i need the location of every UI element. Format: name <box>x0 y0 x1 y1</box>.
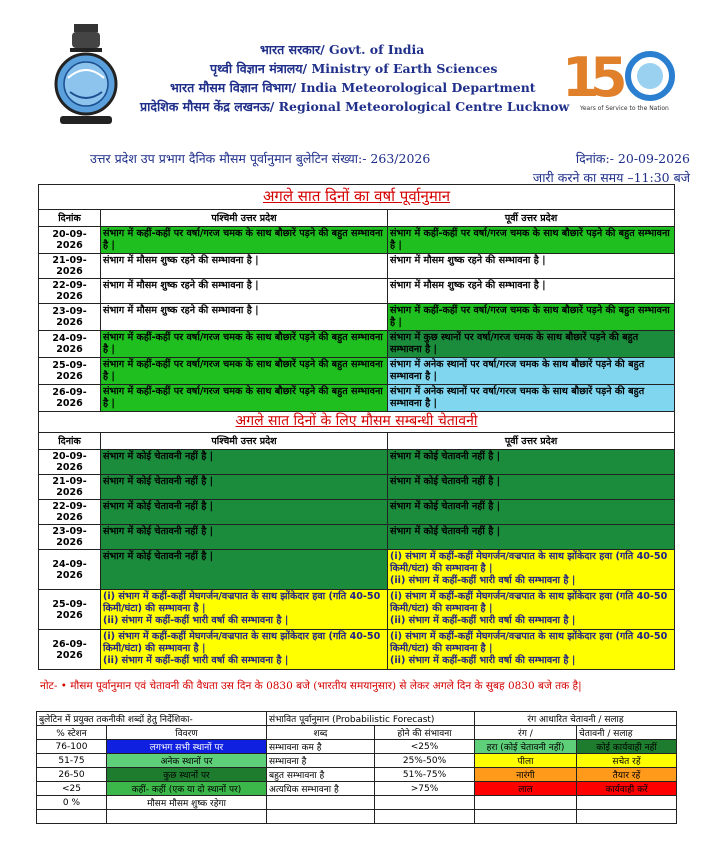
rain-forecast-row <box>39 279 675 304</box>
warning-line: (i) संभाग में कहीं-कहीं मेघगर्जन/वज्रपात के साथ झोंकेदार हवा (गति 40-50 किमी/घंटा) की सम्भावना है | <box>103 591 381 614</box>
rain-row-east: संभाग में अनेक स्थानों पर वर्षा/गरज चमक के साथ बौछारें पड़ने की बहुत सम्भावना है | <box>388 358 675 385</box>
rain-row-date: 26-09-2026 <box>39 385 101 412</box>
header-titles <box>140 40 570 116</box>
warning-row <box>39 630 675 670</box>
warning-line: संभाग में कोई चेतावनी नहीं है | <box>390 501 501 512</box>
rain-row-east: संभाग में मौसम शुष्क रहने की सम्भावना है | <box>388 279 675 304</box>
warning-row <box>39 450 675 475</box>
bulletin-issue-time: जारी करने का समय –11:30 बजे <box>532 170 690 185</box>
rain-row-east: संभाग में अनेक स्थानों पर वर्षा/गरज चमक के साथ बौछारें पड़ने की बहुत सम्भावना है | <box>388 385 675 412</box>
legend-color-label: पीला <box>475 754 577 768</box>
legend-advice: सचेत रहें <box>577 754 677 768</box>
legend-advice <box>577 796 677 810</box>
legend-word: सम्भावना कम है <box>267 740 375 754</box>
rain-row-date: 25-09-2026 <box>39 358 101 385</box>
legend-row <box>37 754 677 768</box>
warning-row <box>39 500 675 525</box>
warning-line: संभाग में कोई चेतावनी नहीं है | <box>390 526 501 537</box>
legend-color-label <box>475 796 577 810</box>
warning-line: (i) संभाग में कहीं-कहीं मेघगर्जन/वज्रपात के साथ झोंकेदार हवा (गति 40-50 किमी/घंटा) की सम्भावना है | <box>390 551 668 574</box>
bulletin-info <box>90 150 690 186</box>
header-line-ministry: पृथ्वी विज्ञान मंत्रालय/ Ministry of Earth Sciences <box>210 61 498 76</box>
validity-note: नोट- • मौसम पूर्वानुमान एवं चेतावनी की वैधता उस दिन के 0830 बजे (भारतीय समयानुसार) से लेकर अगले दिन के सुबह 0830 बजे तक है| <box>40 680 582 692</box>
rain-row-east: संभाग में कहीं-कहीं पर वर्षा/गरज चमक के साथ बौछारें पड़ने की बहुत सम्भावना है | <box>388 304 675 331</box>
warning-row-date: 23-09-2026 <box>39 525 101 550</box>
legend-word: सम्भावना है <box>267 754 375 768</box>
rain-forecast-row <box>39 254 675 279</box>
rain-row-west: संभाग में मौसम शुष्क रहने की सम्भावना है | <box>101 254 388 279</box>
legend-pct: 51-75 <box>37 754 107 768</box>
legend-advice: कोई कार्यवाही नहीं <box>577 740 677 754</box>
legend-pct: 76-100 <box>37 740 107 754</box>
warning-row-date: 24-09-2026 <box>39 550 101 590</box>
header-line-rmc: प्रादेशिक मौसम केंद्र लखनऊ/ Regional Meteorological Centre Lucknow <box>140 99 570 114</box>
legend-chance <box>375 796 475 810</box>
legend-desc: लगभग सभी स्थानों पर <box>107 740 267 754</box>
bulletin-title: उत्तर प्रदेश उप प्रभाग दैनिक मौसम पूर्वानुमान बुलेटिन संख्या:- 263/2026 <box>90 151 431 166</box>
warning-row-west <box>101 475 388 500</box>
warning-row-east <box>388 525 675 550</box>
legend-color-label: लाल <box>475 782 577 796</box>
warning-row-west <box>101 590 388 630</box>
legend-desc: अनेक स्थानों पर <box>107 754 267 768</box>
rain-forecast-row <box>39 304 675 331</box>
legend-row <box>37 740 677 754</box>
warning-row-west <box>101 450 388 475</box>
warning-row-west <box>101 525 388 550</box>
warning-row <box>39 550 675 590</box>
rain-row-east: संभाग में मौसम शुष्क रहने की सम्भावना है | <box>388 254 675 279</box>
warning-row-east <box>388 590 675 630</box>
warning-row-date: 20-09-2026 <box>39 450 101 475</box>
national-emblem-icon <box>50 18 122 128</box>
warning-line: संभाग में कोई चेतावनी नहीं है | <box>103 526 214 537</box>
legend-advice: तैयार रहें <box>577 768 677 782</box>
legend-color-heading: रंग आधारित चेतावनी / सलाह <box>475 712 677 726</box>
legend-blank-cell <box>37 810 107 824</box>
legend-pct: <25 <box>37 782 107 796</box>
warn-col-west: पश्चिमी उत्तर प्रदेश <box>101 433 388 450</box>
legend-row <box>37 782 677 796</box>
legend-row <box>37 796 677 810</box>
rain-forecast-row <box>39 358 675 385</box>
legend-word: अत्यधिक सम्भावना है <box>267 782 375 796</box>
warning-row <box>39 590 675 630</box>
rain-row-date: 20-09-2026 <box>39 227 101 254</box>
legend-word <box>267 796 375 810</box>
warning-row-date: 26-09-2026 <box>39 630 101 670</box>
warn-col-east: पूर्वी उत्तर प्रदेश <box>388 433 675 450</box>
legend-sub-chance: होने की संभावना <box>375 726 475 740</box>
warning-line: संभाग में कोई चेतावनी नहीं है | <box>103 476 214 487</box>
rain-row-west: संभाग में मौसम शुष्क रहने की सम्भावना है | <box>101 304 388 331</box>
warning-line: (i) संभाग में कहीं-कहीं मेघगर्जन/वज्रपात के साथ झोंकेदार हवा (गति 40-50 किमी/घंटा) की सम्भावना है | <box>103 631 381 654</box>
warnings-title: अगले सात दिनों के लिए मौसम सम्बन्धी चेतावनी <box>39 412 675 433</box>
legend-sub-rang: रंग / <box>475 726 577 740</box>
legend-sub-advice: चेतावनी / सलाह <box>577 726 677 740</box>
warning-row-date: 21-09-2026 <box>39 475 101 500</box>
legend-terms-heading: बुलेटिन में प्रयुक्त तकनीकी शब्दों हेतु निर्देशिका- <box>37 712 267 726</box>
rain-row-date: 22-09-2026 <box>39 279 101 304</box>
legend-blank-cell <box>577 810 677 824</box>
legend-row <box>37 768 677 782</box>
warning-line: (ii) संभाग में कहीं-कहीं भारी वर्षा की सम्भावना है | <box>103 615 289 626</box>
warning-line: (i) संभाग में कहीं-कहीं मेघगर्जन/वज्रपात के साथ झोंकेदार हवा (गति 40-50 किमी/घंटा) की सम्भावना है | <box>390 591 668 614</box>
rain-row-west: संभाग में मौसम शुष्क रहने की सम्भावना है | <box>101 279 388 304</box>
legend-pct: 26-50 <box>37 768 107 782</box>
rain-row-west: संभाग में कहीं-कहीं पर वर्षा/गरज चमक के साथ बौछारें पड़ने की बहुत सम्भावना है | <box>101 227 388 254</box>
warning-row-date: 22-09-2026 <box>39 500 101 525</box>
legend-sub-word: शब्द <box>267 726 375 740</box>
legend-advice: कार्यवाही करें <box>577 782 677 796</box>
warning-line: संभाग में कोई चेतावनी नहीं है | <box>103 501 214 512</box>
rain-forecast-row <box>39 385 675 412</box>
warning-line: (ii) संभाग में कहीं-कहीं भारी वर्षा की सम्भावना है | <box>103 655 289 666</box>
legend-chance: 51%-75% <box>375 768 475 782</box>
logo-tagline: Years of Service to the Nation <box>580 105 669 112</box>
rain-forecast-title: अगले सात दिनों का वर्षा पूर्वानुमान <box>39 185 675 210</box>
warning-row <box>39 475 675 500</box>
warning-row-west <box>101 630 388 670</box>
warning-row-west <box>101 550 388 590</box>
warn-col-date: दिनांक <box>39 433 101 450</box>
legend-blank-cell <box>267 810 375 824</box>
legend-table <box>36 711 677 824</box>
warning-row <box>39 525 675 550</box>
warning-line: संभाग में कोई चेतावनी नहीं है | <box>390 476 501 487</box>
rain-forecast-row <box>39 331 675 358</box>
legend-desc: कहीं- कहीं (एक या दो स्थानों पर) <box>107 782 267 796</box>
warning-row-east <box>388 475 675 500</box>
warning-row-date: 25-09-2026 <box>39 590 101 630</box>
rain-row-date: 23-09-2026 <box>39 304 101 331</box>
legend-blank-cell <box>375 810 475 824</box>
warning-line: (ii) संभाग में कहीं-कहीं भारी वर्षा की सम्भावना है | <box>390 655 576 666</box>
rain-row-west: संभाग में कहीं-कहीं पर वर्षा/गरज चमक के साथ बौछारें पड़ने की बहुत सम्भावना है | <box>101 331 388 358</box>
rain-row-east: संभाग में कुछ स्थानों पर वर्षा/गरज चमक के साथ बौछारें पड़ने की बहुत सम्भावना है | <box>388 331 675 358</box>
warning-row-east <box>388 500 675 525</box>
rain-col-east: पूर्वी उत्तर प्रदेश <box>388 210 675 227</box>
legend-desc: मौसम मौसम शुष्क रहेगा <box>107 796 267 810</box>
legend-blank-cell <box>107 810 267 824</box>
warning-row-east <box>388 630 675 670</box>
header-line-govt: भारत सरकार/ Govt. of India <box>260 42 425 57</box>
warning-row-west <box>101 500 388 525</box>
legend-sub-desc: विवरण <box>107 726 267 740</box>
legend-color-label: नारंगी <box>475 768 577 782</box>
header-line-imd: भारत मौसम विज्ञान विभाग/ India Meteorological Department <box>170 80 536 95</box>
legend-chance: 25%-50% <box>375 754 475 768</box>
page-header <box>0 0 720 140</box>
warning-line: (ii) संभाग में कहीं-कहीं भारी वर्षा की सम्भावना है | <box>390 575 576 586</box>
rain-col-west: पश्चिमी उत्तर प्रदेश <box>101 210 388 227</box>
rain-row-date: 21-09-2026 <box>39 254 101 279</box>
rain-forecast-row <box>39 227 675 254</box>
warning-line: (ii) संभाग में कहीं-कहीं भारी वर्षा की सम्भावना है | <box>390 615 576 626</box>
legend-sub-station: % स्टेशन <box>37 726 107 740</box>
bulletin-date: दिनांक:- 20-09-2026 <box>575 151 690 166</box>
warning-line: (i) संभाग में कहीं-कहीं मेघगर्जन/वज्रपात के साथ झोंकेदार हवा (गति 40-50 किमी/घंटा) की सम्भावना है | <box>390 631 668 654</box>
warning-line: संभाग में कोई चेतावनी नहीं है | <box>103 551 214 562</box>
warning-row-east <box>388 450 675 475</box>
legend-desc: कुछ स्थानों पर <box>107 768 267 782</box>
legend-pct: 0 % <box>37 796 107 810</box>
imd-150-years-logo-icon <box>560 40 680 120</box>
rain-row-west: संभाग में कहीं-कहीं पर वर्षा/गरज चमक के साथ बौछारें पड़ने की बहुत सम्भावना है | <box>101 358 388 385</box>
legend-blank-cell <box>475 810 577 824</box>
warning-line: संभाग में कोई चेतावनी नहीं है | <box>390 451 501 462</box>
rain-row-date: 24-09-2026 <box>39 331 101 358</box>
legend-prob-heading: संभावित पूर्वानुमान (Probabilistic Forecast) <box>267 712 475 726</box>
svg-text:5: 5 <box>590 46 628 109</box>
rain-col-date: दिनांक <box>39 210 101 227</box>
warning-line: संभाग में कोई चेतावनी नहीं है | <box>103 451 214 462</box>
legend-chance: <25% <box>375 740 475 754</box>
legend-color-label: हरा (कोई चेतावनी नहीं) <box>475 740 577 754</box>
rain-row-east: संभाग में कहीं-कहीं पर वर्षा/गरज चमक के साथ बौछारें पड़ने की बहुत सम्भावना है | <box>388 227 675 254</box>
svg-text:1: 1 <box>562 46 600 109</box>
rain-row-west: संभाग में कहीं-कहीं पर वर्षा/गरज चमक के साथ बौछारें पड़ने की बहुत सम्भावना है | <box>101 385 388 412</box>
forecast-table <box>38 184 675 670</box>
legend-word: बहुत सम्भावना है <box>267 768 375 782</box>
legend-blank-row <box>37 810 677 824</box>
warning-row-east <box>388 550 675 590</box>
legend-chance: >75% <box>375 782 475 796</box>
